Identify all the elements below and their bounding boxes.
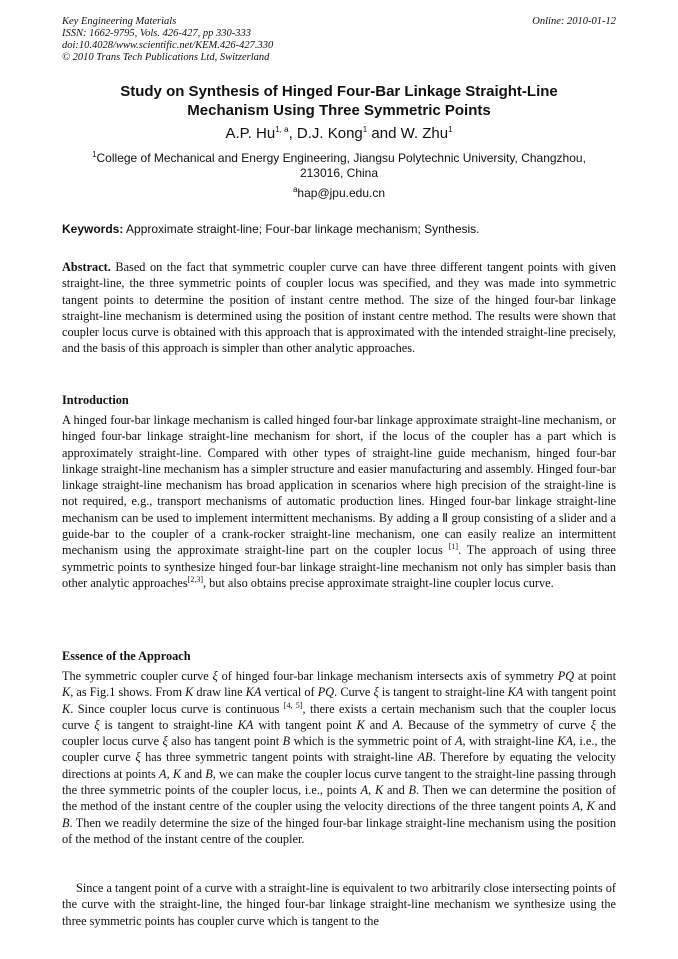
author-2: , D.J. Kong [288, 125, 363, 142]
citation-4-5: [4, 5] [283, 700, 303, 710]
essence-text: . Therefore by equating the velocity directions at points [62, 750, 616, 781]
symbol-xi: ξ [135, 750, 141, 765]
essence-text: and [594, 799, 616, 814]
essence-text: and [383, 783, 409, 798]
symbol-a: A [454, 734, 463, 749]
essence-text: , there exists a certain mechanism such that the coupler locus curve [62, 701, 616, 732]
essence-text: is tangent to straight-line [378, 685, 508, 700]
intro-text-3: , but also obtains precise approximate straight-line coupler locus curve. [202, 575, 554, 590]
journal-header [62, 16, 616, 64]
title-line-1: Study on Synthesis of Hinged Four-Bar Linkage Straight-Line [120, 83, 558, 100]
symbol-pq: PQ [317, 685, 335, 700]
author-1: A.P. Hu [225, 125, 276, 142]
essence-text: and [181, 766, 206, 781]
intro-text-2: . The approach of using three symmetric points to synthesize hinged four-bar linkage straight-line mechanism not only has simpler basis than other analytic approaches [62, 543, 616, 590]
essence-text: the coupler locus curve [62, 717, 616, 749]
copyright: © 2010 Trans Tech Publications Ltd, Switzerland [62, 52, 270, 63]
essence-text: is tangent to straight-line [99, 717, 238, 732]
essence-text: , [166, 766, 173, 781]
essence-text: , as Fig.1 shows. From [70, 685, 186, 700]
abstract [62, 259, 616, 357]
essence-text: , [580, 799, 587, 814]
citation-2-3: [2,3] [187, 574, 203, 584]
essence-text: The symmetric coupler curve [62, 669, 213, 683]
essence-text: with tangent point [253, 717, 357, 732]
intro-text-1: A hinged four-bar linkage mechanism is called hinged four-bar linkage approximate straight-line mechanism, or hinged four-bar linkage straight-line mechanism for short, if the locus of the coupler has a part which is approximately straight-line. Compared with other types of straight-line guide mechanism, hinged four-bar linkage straight-line mechanism has a simpler structure and easier manufacturing and assembly. Hinged four-bar linkage straight-line mechanism has broad application in scenarios where high precision of the straight-line is not required, e.g., transport mechanisms of automatic production lines. Hinged four-bar linkage straight-line mechanism can be used to implement intermittent mechanisms. By adding a Ⅱ group consisting of a slider and a guide-bar to the coupler of a crank-rocker straight-line mechanism, one can easily realize an intermittent mechanism using the approximate straight-line part on the coupler locus [62, 413, 616, 558]
introduction-heading: Introduction [62, 393, 129, 407]
email [62, 186, 616, 201]
symbol-a: A [360, 783, 369, 798]
essence-text: also has tangent point [167, 734, 283, 749]
symbol-k: K [172, 766, 182, 781]
symbol-k: K [586, 799, 595, 814]
symbol-ka: KA [245, 685, 262, 700]
essence-text: . Since coupler locus curve is continuous [70, 701, 284, 716]
keywords-label: Keywords: [62, 222, 124, 236]
essence-text: vertical of [261, 685, 318, 700]
symbol-pq: PQ [557, 669, 575, 683]
abstract-text: Based on the fact that symmetric coupler curve can have three different tangent points with given straight-line, the three symmetric points of coupler locus was specified, and they was made into symmetric tangent points to determine the position of instant centre method. The size of the hinged four-bar linkage straight-line mechanism is determined using the position of instant centre method. The results were shown that coupler locus curve is obtained with this approach that is approximated with the intended straight-line precisely, and the basis of this approach is simpler than other analytic approaches. [62, 260, 616, 356]
symbol-a: A [572, 799, 581, 814]
essence-text: has three symmetric tangent points with straight-line [140, 750, 418, 765]
symbol-ka: KA [557, 734, 573, 749]
symbol-ab: AB [417, 750, 433, 765]
essence-text: and [364, 717, 393, 732]
symbol-ka: KA [507, 685, 524, 700]
symbol-k: K [62, 685, 71, 700]
essence-text: which is the symmetric point of [290, 734, 455, 749]
citation-1: [1] [448, 542, 459, 552]
essence-text: . Curve [334, 685, 374, 700]
author-2-sup: 1 [362, 125, 368, 134]
keywords [62, 222, 616, 237]
symbol-b: B [62, 815, 70, 830]
symbol-b: B [282, 734, 291, 749]
author-3-sup: 1 [448, 125, 453, 134]
affiliation [62, 151, 616, 181]
author-3: and W. Zhu [367, 125, 449, 142]
symbol-a: A [392, 717, 400, 732]
essence-text: at point [574, 669, 616, 683]
essence-text: . Because of the symmetry of curve [399, 717, 591, 732]
essence-text: , we can make the coupler locus curve tangent to the straight-line passing through the three symmetric points of the coupler locus, i.e., points [62, 766, 616, 798]
affil-sup: 1 [92, 150, 97, 159]
doi: doi:10.4028/www.scientific.net/KEM.426-427.330 [62, 40, 274, 51]
symbol-a: A [159, 766, 167, 781]
essence-text: , i.e., the coupler curve [62, 734, 616, 765]
symbol-k: K [185, 685, 194, 700]
symbol-xi: ξ [373, 685, 379, 700]
symbol-xi: ξ [162, 734, 168, 749]
essence-text: draw line [193, 685, 246, 700]
symbol-b: B [408, 783, 417, 798]
essence-text: . Then we readily determine the size of the hinged four-bar linkage straight-line mechanism using the position of the method of the instant centre of the coupler. [62, 815, 616, 846]
email-sup: a [292, 185, 298, 194]
essence-text: . Then we can determine the position of the method of the instant centre of the coupler using the velocity directions of the three tangent points [62, 783, 617, 814]
essence-text: of hinged four-bar linkage mechanism intersects axis of symmetry [217, 669, 558, 683]
essence-paragraph-2: Since a tangent point of a curve with a straight-line is equivalent to two arbitrarily close intersecting points of the curve with the straight-line, the hinged four-bar linkage straight-line mechanism we synthesize using the three symmetric points has coupler curve which is tangent to the [62, 881, 616, 928]
issn: ISSN: 1662-9795, Vols. 426-427, pp 330-333 [62, 28, 251, 39]
symbol-xi: ξ [94, 717, 100, 732]
symbol-xi: ξ [590, 717, 596, 732]
affil-line-2: 213016, China [299, 166, 379, 180]
title-line-2: Mechanism Using Three Symmetric Points [187, 102, 491, 119]
essence-text: , [368, 783, 375, 798]
essence-text: with tangent point [523, 685, 616, 700]
paper-title [62, 82, 616, 120]
abstract-label: Abstract. [62, 260, 111, 274]
essence-text: , with straight-line [462, 734, 558, 749]
email-address[interactable]: hap@jpu.edu.cn [297, 186, 386, 200]
affil-line-1: College of Mechanical and Energy Engineering, Jiangsu Polytechnic University, Changzhou, [96, 151, 586, 165]
author-1-sup: 1, a [275, 125, 289, 134]
keywords-text: Approximate straight-line; Four-bar linkage mechanism; Synthesis. [123, 222, 480, 236]
online-date: Online: 2010-01-12 [532, 16, 616, 27]
symbol-b: B [205, 766, 213, 781]
essence-heading: Essence of the Approach [62, 649, 191, 663]
symbol-xi: ξ [212, 669, 218, 683]
authors [62, 124, 616, 143]
symbol-ka: KA [237, 717, 254, 732]
essence-paragraph-1 [62, 668, 616, 847]
symbol-k: K [356, 717, 365, 732]
journal-name: Key Engineering Materials [62, 16, 177, 27]
symbol-k: K [375, 783, 384, 798]
introduction-paragraph [62, 412, 616, 591]
symbol-k: K [62, 701, 71, 716]
